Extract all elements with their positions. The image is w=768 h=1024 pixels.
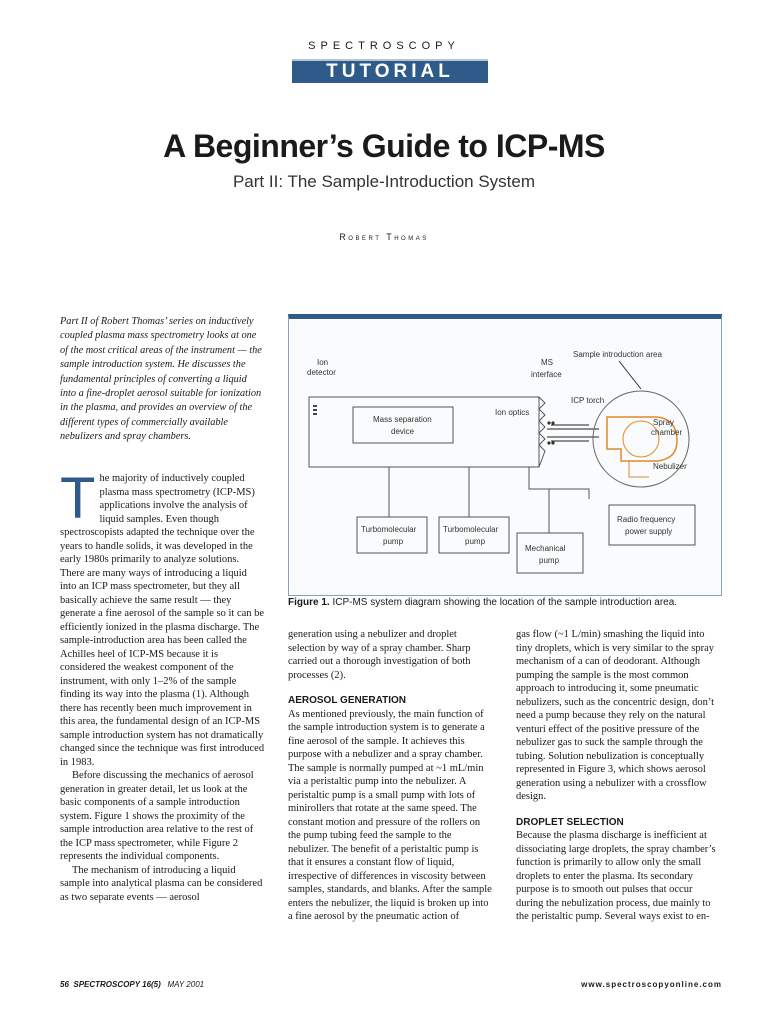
paragraph: The mechanism of introducing a liquid sample into analytical plasma can be considered as two separate events — aerosol [60, 864, 263, 903]
label-spray: Spray [653, 418, 674, 427]
footer-left [60, 980, 204, 989]
caption-text: ICP-MS system diagram showing the location of the sample introduction area. [329, 597, 678, 608]
mass-separation-box [353, 407, 453, 443]
label-mechanical: Mechanical [525, 544, 566, 553]
journal-name: SPECTROSCOPY 16(5) [73, 980, 161, 989]
label-mechanical-pump: pump [539, 556, 560, 565]
column-2 [288, 628, 493, 924]
author-name: Robert Thomas [339, 232, 429, 242]
paragraph: Before discussing the mechanics of aerosol generation in greater detail, let us look at the basic components of a sample introduction system. Figure 1 shows the proximity of the sample introduction area relative to the rest of the ICP mass spectrometer, while Figure 2 represents the individual components. [60, 770, 254, 862]
label-ion: Ion [317, 358, 329, 367]
mechanical-pump-box [517, 533, 583, 573]
drop-cap: T [60, 466, 96, 531]
page-number: 56 [60, 980, 69, 989]
paragraph: generation using a nebulizer and droplet selection by way of a spray chamber. Sharp carried out a thorough investigation of both processes (2). [288, 629, 471, 681]
ion-detector-glyph [313, 405, 317, 415]
label-turbo-1: Turbomolecular [361, 525, 417, 534]
paragraph-text: he majority of inductively coupled plasma mass spectrometry (ICP-MS) applications involve the analysis of liquid samples. Even though spectroscopists adapted the technique over the years to handle solids, it was developed in the early 1980s primarily to analyze solutions. There are many ways of introducing a liquid into an ICP mass spectrometer, but they all basically achieve the same result — they generate a fine aerosol of the sample so it can be efficiently ionized in the plasma discharge. The sample-introduction area has been called the Achilles heel of ICP-MS because it is considered the weakest component of the instrument, with only 1–2% of the sample finding its way into the plasma (1). Although there has recently been much improvement in this area, the fundamental design of an ICP-MS sample introduction system has not dramatically changed since the technique was first introduced in 1983. [60, 473, 265, 768]
label-turbo-2-pump: pump [465, 537, 486, 546]
rf-supply-box [609, 505, 695, 545]
article-subtitle: Part II: The Sample-Introduction System [232, 172, 536, 191]
label-turbo-1-pump: pump [383, 537, 404, 546]
footer-url: www.spectroscopyonline.com [581, 980, 722, 989]
label-turbo-2: Turbomolecular [443, 525, 499, 534]
article-title: A Beginner’s Guide to ICP-MS [163, 128, 605, 164]
figure-caption [288, 597, 728, 608]
column-3 [516, 628, 722, 924]
icp-torch [547, 425, 599, 441]
paragraph [60, 466, 265, 769]
turbo-pump-1-box [357, 517, 427, 553]
label-icp-torch: ICP torch [571, 396, 605, 405]
label-chamber: chamber [651, 428, 683, 437]
label-sample-intro-area: Sample introduction area [573, 350, 662, 359]
figure-1 [288, 314, 722, 596]
label-radio-frequency: Radio frequency [617, 515, 676, 524]
section-heading-aerosol: AEROSOL GENERATION [288, 695, 406, 706]
pointer-line [619, 361, 641, 389]
column-1 [60, 466, 265, 904]
label-detector: detector [307, 368, 336, 377]
ms-interface-cones [539, 397, 545, 467]
series-name: SPECTROSCOPY [308, 40, 460, 52]
paragraph: Because the plasma discharge is inefficient at dissociating large droplets, the spray chamber’s function is primarily to allow only the small droplets to enter the plasma. Its secondary purpose is to smooth out pulses that occur during the nebulization process, due mainly to the peristaltic pump. Several ways exist to en- [516, 830, 716, 922]
vacuum-lines [389, 467, 589, 533]
issue-date: MAY 2001 [167, 980, 205, 989]
nebulizer-tube [629, 461, 649, 477]
label-ms: MS [541, 358, 553, 367]
abstract: Part II of Robert Thomas’ series on inductively coupled plasma mass spectrometry looks at one of the most critical areas of the instrument — the sample introduction system. He discusses the fundamental principles of converting a liquid into a fine-droplet aerosol suitable for ionization in the plasma, and provides an overview of the different types of commercially available nebulizers and spray chambers. [60, 316, 262, 443]
paragraph: As mentioned previously, the main function of the sample introduction system is to generate a fine aerosol of the sample. It achieves this purpose with a nebulizer and a spray chamber. The sample is normally pumped at ~1 mL/min via a peristaltic pump into the nebulizer. A peristaltic pump is a small pump with lots of minirollers that rotate at the same speed. The constant motion and pressure of the rollers on the pump tubing feed the sample to the nebulizer. The benefit of a peristaltic pump is that it ensures a constant flow of liquid, irrespective of differences in viscosity between samples, standards, and blanks. After the sample enters the nebulizer, the liquid is broken up into a fine aerosol by the pneumatic action of [288, 708, 492, 922]
label-mass-separation: Mass separation [373, 415, 432, 424]
section-heading-droplet: DROPLET SELECTION [516, 816, 624, 828]
label-interface: interface [531, 370, 562, 379]
paragraph: gas flow (~1 L/min) smashing the liquid into tiny droplets, which is very similar to the spray mechanism of a can of deodorant. Although pumping the sample is the most common approach to introducing it, some pneumatic nebulizers, such as the concentric design, don’t need a pump because they rely on the natural venturi effect of the positive pressure of the nebulizer gas to suck the sample through the tubing. Solution nebulization is conceptually represented in Figure 3, which shows aerosol generation using a nebulizer with a crossflow design. [516, 629, 715, 802]
tutorial-banner: TUTORIAL [292, 59, 488, 83]
caption-label: Figure 1. [288, 597, 330, 608]
icp-ms-diagram [289, 319, 721, 595]
label-ion-optics: Ion optics [495, 408, 530, 417]
turbo-pump-2-box [439, 517, 509, 553]
label-nebulizer: Nebulizer [653, 462, 687, 471]
label-device: device [391, 427, 415, 436]
label-power-supply: power supply [625, 527, 673, 536]
